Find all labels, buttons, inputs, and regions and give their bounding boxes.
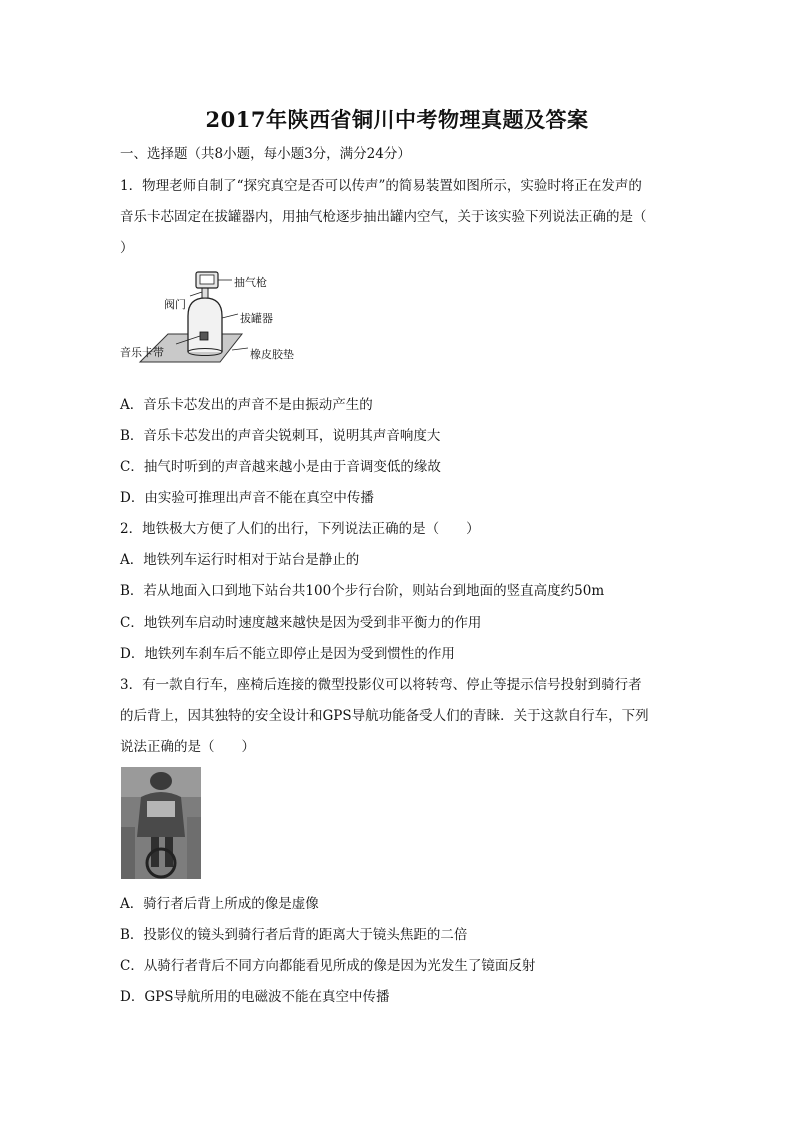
rider-photo-drawing <box>121 767 201 879</box>
q2-option-d: D．地铁列车刹车后不能立即停止是因为受到惯性的作用 <box>120 646 455 662</box>
q1-stem-line-1: 1．物理老师自制了“探究真空是否可以传声”的简易装置如图所示，实验时将正在发声的 <box>120 178 642 194</box>
q1-option-b: B．音乐卡芯发出的声音尖锐刺耳，说明其声音响度大 <box>120 428 441 444</box>
q2-option-a: A．地铁列车运行时相对于站台是静止的 <box>120 552 360 568</box>
bicycle-rider-photo <box>121 767 201 879</box>
q2-option-c: C．地铁列车启动时速度越来越快是因为受到非平衡力的作用 <box>120 615 482 631</box>
q1-stem-line-3: ） <box>120 240 134 256</box>
q1-option-c: C．抽气时听到的声音越来越小是由于音调变低的缘故 <box>120 459 441 475</box>
q1-option-a: A．音乐卡芯发出的声音不是由振动产生的 <box>120 397 373 413</box>
jar-label: 拔罐器 <box>240 312 273 325</box>
q1-stem-line-2: 音乐卡芯固定在拔罐器内，用抽气枪逐步抽出罐内空气，关于该实验下列说法正确的是（ <box>120 209 647 225</box>
q3-stem-line-1: 3．有一款自行车，座椅后连接的微型投影仪可以将转弯、停止等提示信号投射到骑行者 <box>120 677 642 693</box>
q1-option-d: D．由实验可推理出声音不能在真空中传播 <box>120 490 374 506</box>
q3-option-d: D．GPS导航所用的电磁波不能在真空中传播 <box>120 989 390 1005</box>
pump-label: 抽气枪 <box>234 276 267 289</box>
card-label: 音乐卡带 <box>120 346 164 359</box>
q3-option-a: A．骑行者后背上所成的像是虚像 <box>120 896 319 912</box>
q2-option-b: B．若从地面入口到地下站台共100个步行台阶，则站台到地面的竖直高度约50m <box>120 583 605 599</box>
pad-label: 橡皮胶垫 <box>250 348 294 361</box>
q3-stem-line-3: 说法正确的是（ ） <box>120 739 255 755</box>
q2-stem: 2．地铁极大方便了人们的出行，下列说法正确的是（ ） <box>120 521 480 537</box>
q3-stem-line-2: 的后背上，因其独特的安全设计和GPS导航功能备受人们的青睐．关于这款自行车，下列 <box>120 708 649 724</box>
section-heading: 一、选择题（共8小题，每小题3分，满分24分） <box>120 146 411 162</box>
q3-option-c: C．从骑行者背后不同方向都能看见所成的像是因为光发生了镜面反射 <box>120 958 536 974</box>
valve-label: 阀门 <box>164 298 186 311</box>
page-title: 2017年陕西省铜川中考物理真题及答案 <box>205 107 589 132</box>
q3-option-b: B．投影仪的镜头到骑行者后背的距离大于镜头焦距的二倍 <box>120 927 468 943</box>
vacuum-jar-figure <box>120 268 294 380</box>
